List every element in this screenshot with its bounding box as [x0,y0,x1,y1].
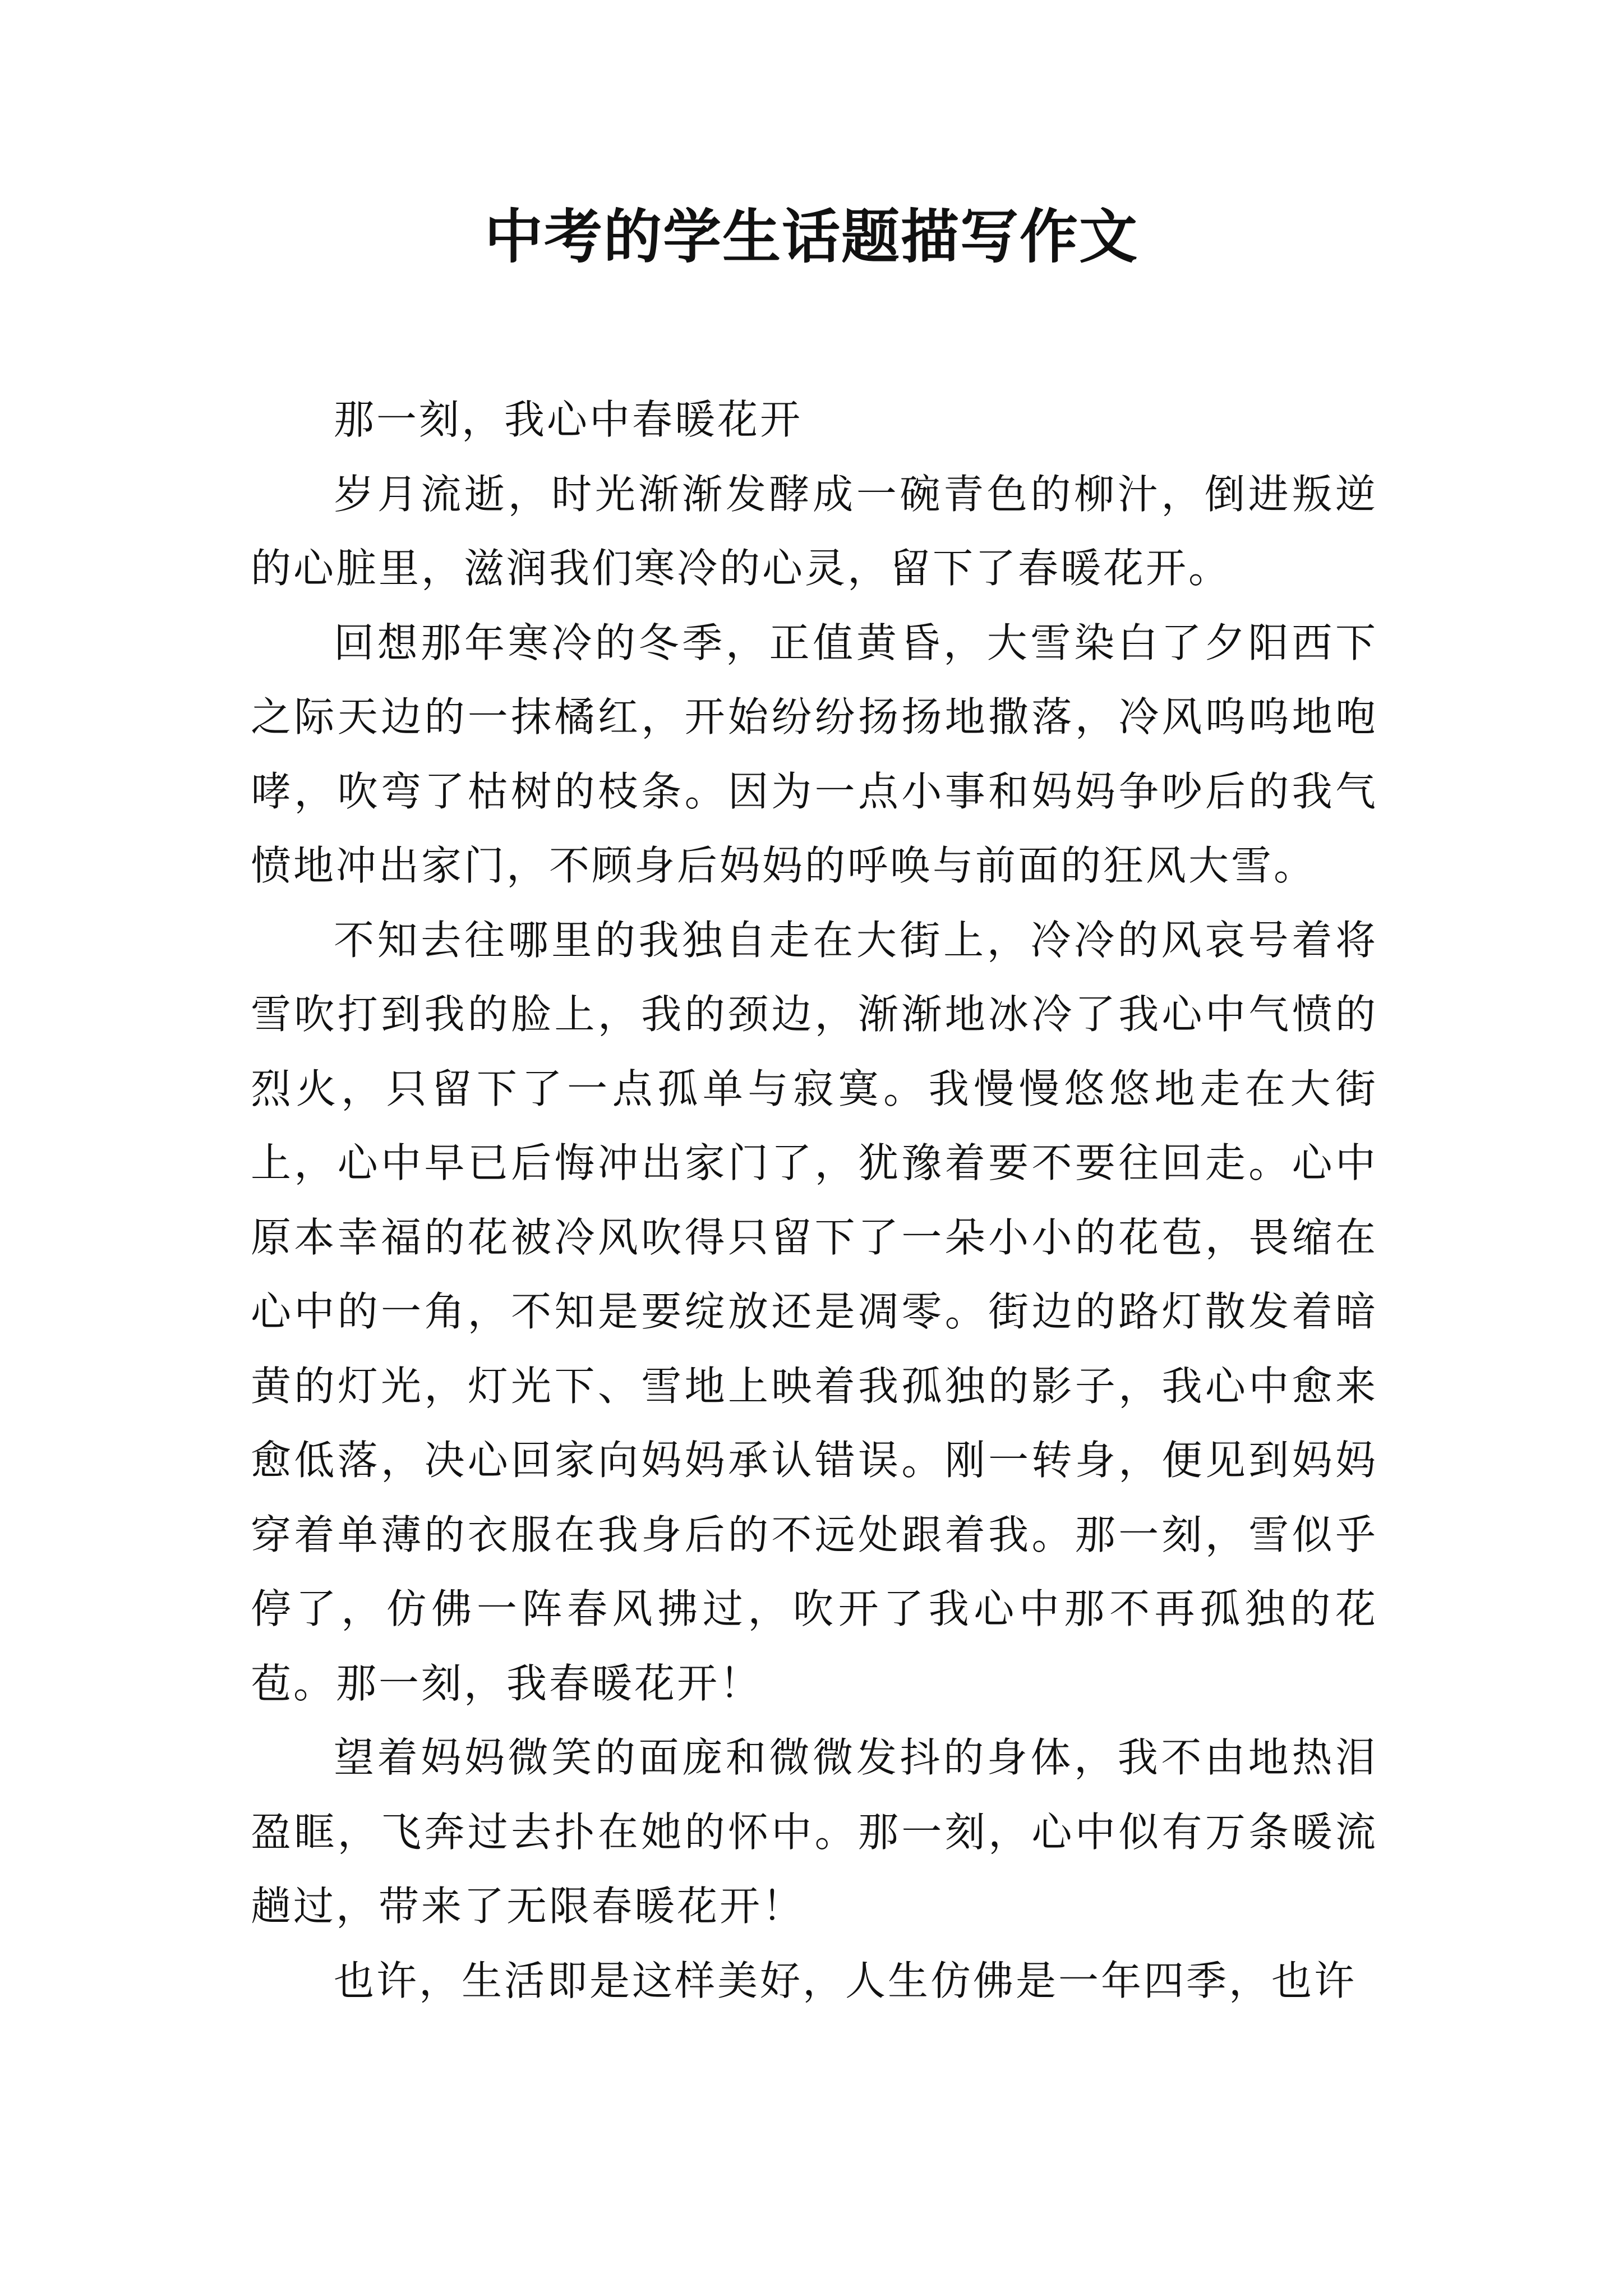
essay-subtitle: 那一刻，我心中春暖花开 [334,396,803,443]
document-title: 中考的学生话题描写作文 [484,202,1138,271]
document-body [251,383,1378,2018]
paragraph: 不知去往哪里的我独自走在大街上，冷冷的风哀号着将雪吹打到我的脸上，我的颈边，渐渐地冰冷了我心中气愤的烈火，只留下了一点孤单与寂寞。我慢慢悠悠地走在大街上，心中早已后悔冲出家门了，犹豫着要不要往回走。心中原本幸福的花被冷风吹得只留下了一朵小小的花苞，畏缩在心中的一角，不知是要绽放还是凋零。街边的路灯散发着暗黄的灯光，灯光下、雪地上映着我孤独的影子，我心中愈来愈低落，决心回家向妈妈承认错误。刚一转身，便见到妈妈穿着单薄的衣服在我身后的不远处跟着我。那一刻，雪似乎停了，仿佛一阵春风拂过，吹开了我心中那不再孤独的花苞。那一刻，我春暖花开！ [251,916,1378,1707]
paragraph: 望着妈妈微笑的面庞和微微发抖的身体，我不由地热泪盈眶，飞奔过去扑在她的怀中。那一刻，心中似有万条暖流趟过，带来了无限春暖花开！ [251,1734,1378,1930]
paragraph: 也许，生活即是这样美好，人生仿佛是一年四季，也许 [334,1957,1357,2004]
paragraph: 岁月流逝，时光渐渐发酵成一碗青色的柳汁，倒进叛逆的心脏里，滋润我们寒冷的心灵，留下了春暖花开。 [251,470,1378,592]
paragraph: 回想那年寒冷的冬季，正值黄昏，大雪染白了夕阳西下之际天边的一抹橘红，开始纷纷扬扬地撒落，冷风呜呜地咆哮，吹弯了枯树的枝条。因为一点小事和妈妈争吵后的我气愤地冲出家门，不顾身后妈妈的呼唤与前面的狂风大雪。 [251,619,1378,889]
